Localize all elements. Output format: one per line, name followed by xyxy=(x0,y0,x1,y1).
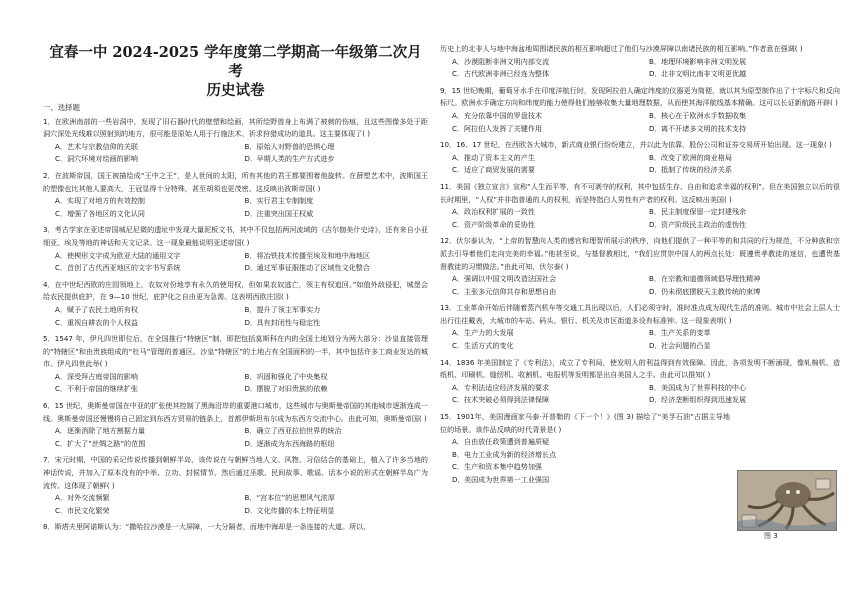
option-text: 生产和资本集中趋势加强 xyxy=(464,462,543,472)
option-letter: B． xyxy=(244,371,257,381)
option-letter: B． xyxy=(649,328,661,338)
answer-options xyxy=(440,152,840,177)
answer-option xyxy=(649,273,840,286)
option-text: 民主制度保留一定封建残余 xyxy=(661,207,747,217)
option-letter: A． xyxy=(55,304,67,314)
question-text: 8．斯塔夫里阿诺斯认为：“撒哈拉沙漠是一大屏障，一大分隔者，而地中海却是一条连接的大道。所以， xyxy=(43,522,371,532)
option-text: 赋予了农民土地所有权 xyxy=(67,304,138,314)
answer-option xyxy=(245,317,429,330)
answer-options xyxy=(440,382,840,407)
question-item xyxy=(43,454,428,521)
option-letter: D． xyxy=(452,475,465,484)
answer-option xyxy=(55,383,239,396)
answer-option xyxy=(649,123,840,136)
option-text: 核心在于欧洲水手数据收集 xyxy=(661,110,747,120)
answer-option xyxy=(452,206,643,219)
answer-options xyxy=(43,304,428,329)
option-letter: C． xyxy=(55,208,68,218)
answer-option xyxy=(649,110,840,123)
option-text: 离不开诸多文明的技术支持 xyxy=(661,123,747,133)
option-text: 巩固和强化了中央集权 xyxy=(256,371,328,381)
question-item xyxy=(440,357,840,411)
figure-caption: 图 3 xyxy=(764,532,778,540)
option-letter: D． xyxy=(244,384,258,394)
question-text: 9．15 世纪晚期，葡萄牙水手在印度洋航行时，发现阿拉伯人确定纬度的仪器更为简便，就以其为原型制作出了十字标尺和反向标尺。欧洲水手确定方向和纬度的能力使得他们能够收集大量地理数据，从而使其海洋航线基本精确。这可以长证新航路开辟( ) xyxy=(440,85,840,108)
answer-option xyxy=(55,141,239,154)
answer-option xyxy=(55,195,239,208)
answer-option xyxy=(55,438,239,451)
question-item xyxy=(43,333,428,400)
option-letter: C． xyxy=(452,286,465,296)
question-15-text: 15．1901年，美国漫画家马泰·开普勒的《下一个！》(图 3) 描绘了“美孚石油”占据主导地位的场景。该作品反映的时代背景是( ) xyxy=(440,412,730,434)
answer-option xyxy=(649,327,840,340)
option-letter: B． xyxy=(649,110,661,120)
option-text: 通过军事征服推动了区域性文化整合 xyxy=(256,263,370,273)
answer-option xyxy=(55,208,239,221)
answer-options xyxy=(440,56,840,81)
option-letter: D． xyxy=(244,505,258,515)
answer-option xyxy=(55,317,239,330)
option-text: 对外交流频繁 xyxy=(67,493,110,503)
option-text: 使楔形文字成为欧亚大陆的通用文字 xyxy=(67,250,181,260)
option-text: 实现了对地方的有效控制 xyxy=(67,196,146,206)
question-text: 2．在波斯帝国，国王被描绘成“王中之王”，是人世间的太阳，所有其他的君王都要围着他旋转。在薛塑艺术中，波斯国王的塑像也比其他人要高大，王冠显得十分特殊，甚至胡须也更茂密。这反映出波斯帝国( ) xyxy=(43,170,428,193)
option-text: 沙漠阻断非洲文明内部交流 xyxy=(464,56,550,66)
option-letter: A． xyxy=(55,426,67,436)
answer-option xyxy=(452,110,643,123)
option-letter: A． xyxy=(55,250,67,260)
answer-option xyxy=(649,56,840,69)
question-text: 14．1836 年美国制定了《专利法》，成立了专利局，使发明人的利益得到有效保障。因此，各项发明不断涌现，像轧棉机、造纸机、印刷机、缝纫机、收割机、电报机等发明都是出自美国人之手。由此可以推知( ) xyxy=(440,357,840,380)
answer-options xyxy=(43,250,428,275)
option-letter: B． xyxy=(244,304,257,314)
option-letter: B． xyxy=(452,449,464,459)
option-text: 抵制了传统的经济关系 xyxy=(661,165,732,175)
option-letter: A． xyxy=(55,196,67,206)
question-text: 7．宋元时期，中国的采记传说传播到朝鲜半岛，该传说在与朝鲜当地人文、风物、习俗结合的基础上，植入了许多当地的神话传说，并加入了原本没有的中举、立功、封侯情节，然后通过巫歌、民间故事、歌谣、话本小说的形式在朝鲜半岛广为流传。这体现了朝鲜( ) xyxy=(43,455,428,490)
option-letter: A． xyxy=(452,110,464,120)
section-heading: 一、选择题 xyxy=(43,103,80,112)
question-text: 3．考古学家在亚述帝国城尼尼微的遗址中发现大量泥板文书，其中不仅包括两河流域的《吉尔伽美什史诗》，还有来自小亚细亚、埃及等地的神话和天文记录。这一现象最能说明亚述帝国( ) xyxy=(43,225,428,247)
option-text: 技术突破必须得到法律保障 xyxy=(464,395,550,405)
option-letter: B． xyxy=(244,426,257,436)
answer-option xyxy=(649,340,840,353)
answer-option xyxy=(245,195,429,208)
option-text: 扩大了”丝绸之路”的范围 xyxy=(67,438,146,448)
option-text: 充分依靠中国的罗盘技术 xyxy=(464,110,543,120)
option-letter: D． xyxy=(244,438,258,448)
option-text: 北非文明比南非文明更优越 xyxy=(661,69,747,79)
question-item xyxy=(43,170,428,224)
option-letter: A． xyxy=(452,382,464,392)
answer-options xyxy=(440,206,840,231)
answer-options xyxy=(440,327,840,352)
option-text: 古代欧洲非洲已经连为整体 xyxy=(464,69,550,79)
answer-option xyxy=(452,68,643,81)
answer-options xyxy=(43,371,428,396)
answer-option xyxy=(649,68,840,81)
question-text: 历史上的北非人与地中海盆地周围诸民族的相互影响超过了他们与沙漠屏障以南诸民族的相互影响。”作者意在强调( ) xyxy=(440,44,803,53)
option-letter: D． xyxy=(244,208,258,218)
option-letter: D． xyxy=(649,341,662,351)
answer-option xyxy=(245,250,429,263)
answer-option xyxy=(245,425,429,438)
option-letter: B． xyxy=(244,141,257,151)
option-letter: C． xyxy=(452,395,465,405)
question-item xyxy=(43,400,428,454)
option-text: 提升了领主军事实力 xyxy=(256,304,321,314)
question-text: 1．在欧洲南部的一些岩洞中，发现了旧石器时代的壁塑和绘画，其所绘野兽身上布满了被刺的伤痕，且这些图像多处于距洞穴深处光线难以照射到的地方，很可能是原始人用于行施法术、祈求狩猎成功的道具。这主要体现了( ) xyxy=(43,116,428,139)
question-item xyxy=(43,224,428,278)
option-text: 仍未彻底摆脱天主教传统的束缚 xyxy=(661,286,761,296)
answer-option xyxy=(452,436,730,449)
question-15-options xyxy=(440,436,730,486)
answer-option xyxy=(245,208,429,221)
option-letter: D． xyxy=(649,165,662,175)
answer-option xyxy=(649,164,840,177)
option-letter: D． xyxy=(244,317,258,327)
option-text: 美国成为世界第一工业强国 xyxy=(464,475,550,484)
exam-title: 宜春一中 2024-2025 学年度第二学期高一年级第二次月考 xyxy=(49,44,422,80)
option-letter: C． xyxy=(452,69,465,79)
option-text: 确立了西亚拉伯世界的统治 xyxy=(256,426,342,436)
option-text: 逐渐成为东西海路的枢纽 xyxy=(256,438,335,448)
option-letter: B． xyxy=(649,152,661,162)
option-letter: D． xyxy=(244,263,258,273)
option-text: 洞穴环境对绘画的影响 xyxy=(67,154,138,164)
answer-option xyxy=(649,206,840,219)
question-text: 5．1547 年，伊凡四世即位后，在全国推行“特辖区”制，即把包括莫斯科在内的全国土地划分为两大部分：沙皇直接管理的“特辖区”和由贵族组成的“杜马”管理的普通区。沙皇“特辖区”的土地占有全国面积的一半，其中包括许多工商业发达的城市。伊凡四世此举( ) xyxy=(43,334,428,369)
option-letter: C． xyxy=(452,219,465,229)
answer-options xyxy=(43,425,428,450)
question-item xyxy=(440,85,840,139)
option-text: 强调以中国文明改造法国社会 xyxy=(464,274,557,284)
answer-option xyxy=(649,394,840,407)
option-text: 摆脱了对旧贵族的依赖 xyxy=(256,384,328,394)
answer-option xyxy=(452,123,643,136)
question-15 xyxy=(440,411,730,487)
left-column xyxy=(43,43,428,538)
option-letter: A． xyxy=(452,437,464,447)
option-letter: D． xyxy=(649,123,662,133)
answer-option xyxy=(245,383,429,396)
answer-option xyxy=(452,382,643,395)
right-column xyxy=(440,43,840,487)
option-text: 将冶铁技术传播至埃及和地中海地区 xyxy=(256,250,370,260)
option-letter: C． xyxy=(452,123,465,133)
option-text: 市民文化繁荣 xyxy=(67,505,110,515)
option-text: 艺术与宗教信仰的关联 xyxy=(67,141,138,151)
answer-option xyxy=(55,425,239,438)
option-text: 增强了各地区的文化认同 xyxy=(67,208,146,218)
option-letter: B． xyxy=(649,56,661,66)
option-text: 阿拉伯人发挥了关键作用 xyxy=(464,123,543,133)
option-letter: A． xyxy=(452,152,464,162)
option-letter: D． xyxy=(649,286,662,296)
answer-option xyxy=(452,327,643,340)
answer-option xyxy=(245,304,429,317)
answer-option xyxy=(452,449,730,462)
left-question-list xyxy=(43,116,428,538)
option-text: 深受拜占庭帝国的影响 xyxy=(67,371,138,381)
answer-option xyxy=(55,250,239,263)
answer-option xyxy=(452,56,643,69)
question-text: 12．伏尔泰认为，“上帝的智慧向人类的感官和理智所展示的秩序，向他们提供了一种平等的和共同的行为规范，不分种族和宗派去引导着他们走向完美的幸福。”他甚至说，与基督教相比，“我们应贯崇中国人的两点长处：既遵贵孝教徒的迷信，也遭贵基督教徒的习惯做法。”由此可知，伏尔泰( ) xyxy=(440,236,840,271)
answer-options xyxy=(440,273,840,298)
option-letter: D． xyxy=(244,154,258,164)
option-text: 适应了商贸发展的需要 xyxy=(464,165,535,175)
cartoon-figure xyxy=(737,470,837,531)
answer-option xyxy=(452,164,643,177)
option-text: 政治权利扩展的一致性 xyxy=(464,207,535,217)
question-text: 13．工业革命开始后伴随着蒸汽机车等交通工具出现以后，人们必须守时，准时准点成为现代生活的准则。城市中社会上层人士出行往往戴表，大城市的车站、码头、银行、机关及市区街道多设有标准钟。这一现象表明( ) xyxy=(440,303,840,325)
option-text: 自由放任政策遭到普遍质疑 xyxy=(464,437,550,447)
option-text: 首创了古代西亚地区的文字书写系统 xyxy=(67,263,181,273)
option-text: 地理环境影响非洲文明发展 xyxy=(661,56,747,66)
option-letter: C． xyxy=(55,154,68,164)
answer-options xyxy=(43,195,428,220)
option-text: “宫本位”的思想风气浓厚 xyxy=(256,493,335,503)
option-text: 注重突出国王权威 xyxy=(256,208,314,218)
option-text: 主张多元信仰共存和思想自由 xyxy=(464,286,557,296)
question-item xyxy=(440,139,840,181)
answer-option xyxy=(245,371,429,384)
option-letter: A． xyxy=(55,141,67,151)
option-text: 电力工业成为新的经济增长点 xyxy=(464,449,557,459)
option-letter: A． xyxy=(452,274,464,284)
option-text: 资产阶级民主政治的虚伪性 xyxy=(661,219,747,229)
option-letter: C． xyxy=(452,341,465,351)
option-text: 美国成为了世界科技的中心 xyxy=(661,382,747,392)
option-letter: C． xyxy=(55,263,68,273)
answer-option xyxy=(245,505,429,518)
answer-option xyxy=(55,492,239,505)
answer-options xyxy=(43,492,428,517)
question-text: 11．美国《独立宣言》宣称“人生而平等，有不可剥夺的权利，其中包括生存、自由和追求幸福的权利”。但在美国独立以后的很长时期里，“人权”并非指普通的人的权利，而是特指白人男性有产者的权利。这反映出美国( ) xyxy=(440,181,840,204)
option-letter: B． xyxy=(649,274,661,284)
option-letter: D． xyxy=(649,395,662,405)
answer-options xyxy=(43,141,428,166)
option-text: 生产力的大发展 xyxy=(464,328,514,338)
option-text: 重视自耕农的个人权益 xyxy=(67,317,138,327)
answer-option xyxy=(245,492,429,505)
answer-option xyxy=(649,382,840,395)
option-text: 社会问题的凸显 xyxy=(661,341,711,351)
option-letter: A． xyxy=(452,207,464,217)
option-text: 逐渐消除了地方割据力量 xyxy=(67,426,146,436)
question-item xyxy=(440,302,840,356)
question-item xyxy=(43,279,428,333)
answer-option xyxy=(649,152,840,165)
option-letter: D． xyxy=(649,69,662,79)
question-item xyxy=(440,181,840,235)
option-letter: A． xyxy=(55,493,67,503)
option-letter: B． xyxy=(244,196,257,206)
option-text: 生活方式的变化 xyxy=(464,341,514,351)
option-letter: C． xyxy=(55,384,68,394)
answer-option xyxy=(452,286,643,299)
option-text: 经济垄断组织得到迅速发展 xyxy=(661,395,747,405)
exam-subtitle: 历史试卷 xyxy=(206,82,265,99)
question-item xyxy=(440,235,840,302)
option-text: 不利于帝国的继续扩张 xyxy=(67,384,138,394)
octopus-cartoon-image xyxy=(738,471,836,530)
answer-option xyxy=(452,394,643,407)
option-letter: A． xyxy=(452,56,464,66)
question-item xyxy=(43,521,428,538)
option-letter: C． xyxy=(452,165,465,175)
answer-option xyxy=(55,153,239,166)
option-text: 在宗教和道德领域倡导理性精神 xyxy=(661,274,761,284)
answer-option xyxy=(55,505,239,518)
option-letter: A． xyxy=(452,328,464,338)
option-text: 生产关系的变革 xyxy=(661,328,711,338)
option-text: 具有封闭性与稳定性 xyxy=(256,317,321,327)
answer-option xyxy=(452,461,730,474)
option-letter: B． xyxy=(649,207,661,217)
option-text: 专利法适应经济发展的要求 xyxy=(464,382,550,392)
option-letter: B． xyxy=(649,382,661,392)
answer-option xyxy=(649,219,840,232)
option-text: 原始人对野兽的恐惧心理 xyxy=(256,141,335,151)
answer-option xyxy=(452,340,643,353)
answer-option xyxy=(452,474,730,487)
answer-option xyxy=(649,286,840,299)
answer-option xyxy=(245,141,429,154)
question-text: 10．16、17 世纪，在西欧各大城市，新式商业银行纷纷建立，并以此为依靠，股份公司和证券交易所开始出现。这一现象( ) xyxy=(440,140,832,150)
option-letter: C． xyxy=(55,505,68,515)
answer-option xyxy=(55,371,239,384)
option-text: 改变了欧洲的商业格局 xyxy=(661,152,732,162)
question-item xyxy=(43,116,428,170)
option-letter: A． xyxy=(55,371,67,381)
answer-option xyxy=(245,153,429,166)
question-text: 6．15 世纪，奥斯曼帝国在中亚的扩张使其控制了黑海沿岸的重要港口城市，这些城市与奥斯曼帝国的其他城市逐渐连成一线。奥斯曼帝国还慢慢将自己固定到东西方贸易的链条上，首都伊斯坦布尔成为东西方交流中心。由此可知，奥斯曼帝国( ) xyxy=(43,401,428,423)
option-text: 实行君主专制制度 xyxy=(256,196,314,206)
option-text: 推动了资本主义的产生 xyxy=(464,152,535,162)
option-letter: C． xyxy=(55,438,68,448)
question-item xyxy=(440,43,840,85)
answer-option xyxy=(245,438,429,451)
option-letter: B． xyxy=(244,250,257,260)
option-text: 早期人类的生产方式进步 xyxy=(256,154,335,164)
option-letter: B． xyxy=(244,493,257,503)
option-letter: C． xyxy=(452,462,465,472)
option-text: 资产阶级革命的妥协性 xyxy=(464,219,535,229)
right-question-list xyxy=(440,43,840,411)
answer-option xyxy=(452,273,643,286)
answer-option xyxy=(55,262,239,275)
option-letter: D． xyxy=(649,219,662,229)
answer-option xyxy=(452,152,643,165)
question-text: 4．在中世纪西欧的庄园领地上，农奴对份地享有永久的使用权，但如果农奴逃亡，领主有权追回。”如值外敌侵犯，城堡会给农民提供庇护，在 9—10 世纪，庇护化之自由更为急需。这表明西欧庄园( ) xyxy=(43,279,428,302)
answer-option xyxy=(452,219,643,232)
option-text: 文化传播的本土特征明显 xyxy=(256,505,335,515)
option-letter: C． xyxy=(55,317,68,327)
answer-options xyxy=(440,110,840,135)
answer-option xyxy=(245,262,429,275)
answer-option xyxy=(55,304,239,317)
